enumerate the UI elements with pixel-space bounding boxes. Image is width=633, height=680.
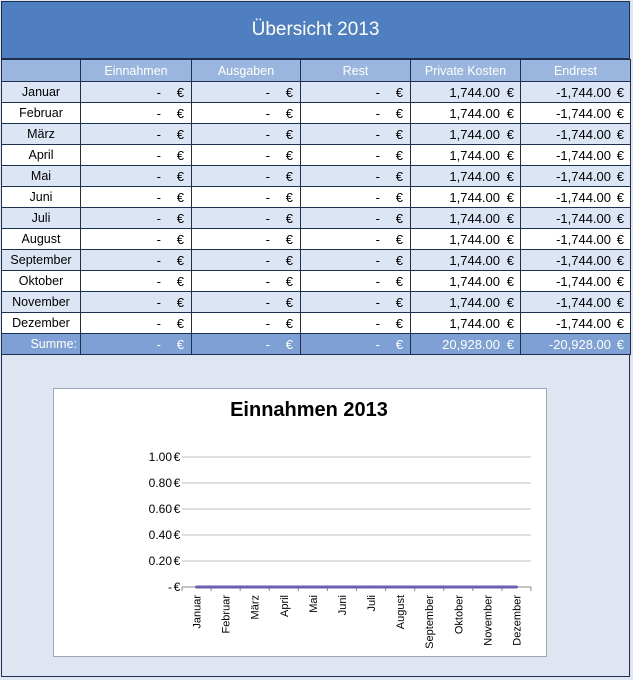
endrest-cell[interactable] [521, 166, 631, 187]
ausgaben-cell[interactable] [192, 145, 301, 166]
x-tick-label: September [424, 595, 437, 649]
endrest-cell[interactable] [521, 82, 631, 103]
einnahmen-value: - [156, 232, 161, 247]
data-point [486, 586, 489, 589]
einnahmen-value: - [156, 169, 161, 184]
data-point [224, 586, 227, 589]
private-kosten-value: 1,744.00 [449, 106, 500, 121]
currency-symbol: € [616, 274, 624, 289]
currency-symbol: € [285, 148, 293, 163]
einnahmen-value: - [156, 148, 161, 163]
y-tick-label: 0.20 [148, 554, 172, 568]
currency-symbol: € [395, 127, 403, 142]
currency-symbol: € [506, 253, 514, 268]
endrest-cell[interactable] [521, 187, 631, 208]
ausgaben-cell[interactable] [192, 313, 301, 334]
ausgaben-cell[interactable] [192, 82, 301, 103]
x-tick-label: Juli [366, 595, 379, 612]
private-kosten-value: 1,744.00 [449, 232, 500, 247]
currency-symbol: € [176, 127, 184, 142]
x-tick-label: Januar [191, 595, 204, 629]
private-kosten-cell[interactable] [411, 292, 521, 313]
endrest-cell[interactable] [521, 229, 631, 250]
data-point [457, 586, 460, 589]
income-chart[interactable] [53, 388, 547, 657]
rest-value: - [375, 253, 380, 268]
ausgaben-value: - [265, 295, 270, 310]
header-row [2, 60, 631, 82]
ausgaben-value: - [265, 190, 270, 205]
einnahmen-cell[interactable] [81, 166, 192, 187]
currency-symbol: € [285, 211, 293, 226]
chart-title: Einnahmen 2013 [230, 399, 388, 421]
endrest-value: -1,744.00 [556, 106, 611, 121]
private-kosten-cell[interactable] [411, 229, 521, 250]
overview-table [1, 59, 631, 355]
ausgaben-value: - [265, 148, 270, 163]
ausgaben-cell[interactable] [192, 292, 301, 313]
currency-symbol: € [506, 337, 514, 352]
endrest-value: -1,744.00 [556, 127, 611, 142]
table-row [2, 187, 631, 208]
month-cell[interactable]: Februar [2, 103, 81, 124]
private-kosten-cell[interactable] [411, 124, 521, 145]
x-tick-label: Juni [336, 595, 349, 616]
currency-symbol: € [506, 148, 514, 163]
private-kosten-cell[interactable] [411, 250, 521, 271]
rest-value: - [375, 316, 380, 331]
endrest-value: -1,744.00 [556, 85, 611, 100]
einnahmen-cell[interactable] [81, 82, 192, 103]
total-ausgaben: - [265, 337, 270, 352]
currency-symbol: € [395, 274, 403, 289]
private-kosten-cell[interactable] [411, 313, 521, 334]
private-kosten-cell[interactable] [411, 166, 521, 187]
einnahmen-value: - [156, 85, 161, 100]
currency-symbol: € [616, 316, 624, 331]
currency-symbol: € [395, 295, 403, 310]
rest-value: - [375, 190, 380, 205]
currency-symbol: € [616, 295, 624, 310]
ausgaben-value: - [265, 232, 270, 247]
month-cell[interactable]: Januar [2, 82, 81, 103]
currency-symbol: € [395, 253, 403, 268]
private-kosten-cell[interactable] [411, 145, 521, 166]
currency-symbol: € [176, 253, 184, 268]
data-point [282, 586, 285, 589]
y-tick-unit: € [173, 554, 181, 568]
endrest-value: -1,744.00 [556, 274, 611, 289]
data-point [311, 586, 314, 589]
ausgaben-cell[interactable] [192, 229, 301, 250]
einnahmen-cell[interactable] [81, 103, 192, 124]
y-tick-label: 0.40 [148, 528, 172, 542]
rest-cell[interactable] [301, 166, 411, 187]
endrest-cell[interactable] [521, 313, 631, 334]
rest-value: - [375, 127, 380, 142]
rest-value: - [375, 295, 380, 310]
currency-symbol: € [616, 232, 624, 247]
month-cell[interactable]: Dezember [2, 313, 81, 334]
total-private: 20,928.00 [442, 337, 500, 352]
currency-symbol: € [616, 148, 624, 163]
einnahmen-cell[interactable] [81, 145, 192, 166]
rest-cell[interactable] [301, 250, 411, 271]
einnahmen-cell[interactable] [81, 229, 192, 250]
currency-symbol: € [395, 106, 403, 121]
month-cell[interactable]: November [2, 292, 81, 313]
total-label[interactable]: Summe: [2, 334, 81, 355]
rest-cell[interactable] [301, 124, 411, 145]
currency-symbol: € [395, 169, 403, 184]
ausgaben-value: - [265, 169, 270, 184]
table-row [2, 166, 631, 187]
table-row [2, 145, 631, 166]
total-rest-cell[interactable] [301, 334, 411, 355]
rest-value: - [375, 85, 380, 100]
private-kosten-cell[interactable] [411, 187, 521, 208]
rest-cell[interactable] [301, 82, 411, 103]
ausgaben-cell[interactable] [192, 124, 301, 145]
currency-symbol: € [285, 295, 293, 310]
private-kosten-value: 1,744.00 [449, 148, 500, 163]
currency-symbol: € [285, 337, 293, 352]
currency-symbol: € [176, 169, 184, 184]
endrest-cell[interactable] [521, 103, 631, 124]
y-tick-unit: € [173, 528, 181, 542]
private-kosten-cell[interactable] [411, 103, 521, 124]
rest-value: - [375, 274, 380, 289]
endrest-cell[interactable] [521, 124, 631, 145]
einnahmen-value: - [156, 316, 161, 331]
data-point [253, 586, 256, 589]
currency-symbol: € [616, 211, 624, 226]
y-tick-label: 0.60 [148, 502, 172, 516]
private-kosten-value: 1,744.00 [449, 190, 500, 205]
y-tick-unit: € [173, 502, 181, 516]
currency-symbol: € [506, 127, 514, 142]
currency-symbol: € [176, 190, 184, 205]
total-private-cell[interactable] [411, 334, 521, 355]
rest-cell[interactable] [301, 271, 411, 292]
private-kosten-value: 1,744.00 [449, 127, 500, 142]
einnahmen-value: - [156, 274, 161, 289]
endrest-value: -1,744.00 [556, 232, 611, 247]
x-tick-label: Oktober [453, 595, 466, 635]
currency-symbol: € [616, 337, 624, 352]
private-kosten-cell[interactable] [411, 271, 521, 292]
currency-symbol: € [506, 85, 514, 100]
currency-symbol: € [176, 337, 184, 352]
data-point [515, 586, 518, 589]
x-tick-label: März [249, 595, 262, 620]
currency-symbol: € [285, 316, 293, 331]
currency-symbol: € [616, 190, 624, 205]
private-kosten-value: 1,744.00 [449, 169, 500, 184]
x-tick-label: April [278, 595, 291, 618]
einnahmen-cell[interactable] [81, 124, 192, 145]
currency-symbol: € [176, 295, 184, 310]
month-cell[interactable]: Juli [2, 208, 81, 229]
x-tick-label: Februar [220, 595, 233, 634]
currency-symbol: € [176, 316, 184, 331]
ausgaben-value: - [265, 127, 270, 142]
month-cell[interactable]: Oktober [2, 271, 81, 292]
currency-symbol: € [285, 127, 293, 142]
chart-canvas [54, 389, 548, 658]
endrest-cell[interactable] [521, 271, 631, 292]
y-tick-label: 0.80 [148, 476, 172, 490]
table-row [2, 82, 631, 103]
rest-cell[interactable] [301, 292, 411, 313]
currency-symbol: € [506, 106, 514, 121]
einnahmen-cell[interactable] [81, 250, 192, 271]
ausgaben-cell[interactable] [192, 103, 301, 124]
y-tick-unit: € [173, 580, 181, 594]
currency-symbol: € [395, 232, 403, 247]
rest-cell[interactable] [301, 145, 411, 166]
private-kosten-cell[interactable] [411, 208, 521, 229]
x-tick-label: August [395, 595, 408, 630]
table-row [2, 250, 631, 271]
data-point [428, 586, 431, 589]
private-kosten-value: 1,744.00 [449, 316, 500, 331]
endrest-value: -1,744.00 [556, 211, 611, 226]
currency-symbol: € [395, 211, 403, 226]
ausgaben-value: - [265, 106, 270, 121]
einnahmen-value: - [156, 253, 161, 268]
currency-symbol: € [285, 85, 293, 100]
table-row [2, 229, 631, 250]
total-ausgaben-cell[interactable] [192, 334, 301, 355]
endrest-cell[interactable] [521, 145, 631, 166]
y-tick-unit: € [173, 476, 181, 490]
currency-symbol: € [506, 295, 514, 310]
private-kosten-value: 1,744.00 [449, 274, 500, 289]
currency-symbol: € [176, 274, 184, 289]
total-rest: - [375, 337, 380, 352]
data-point [195, 586, 198, 589]
x-tick-label: November [482, 595, 495, 646]
currency-symbol: € [285, 169, 293, 184]
total-einnahmen: - [156, 337, 161, 352]
total-einnahmen-cell[interactable] [81, 334, 192, 355]
month-cell[interactable]: Mai [2, 166, 81, 187]
currency-symbol: € [506, 232, 514, 247]
private-kosten-cell[interactable] [411, 82, 521, 103]
einnahmen-cell[interactable] [81, 271, 192, 292]
rest-cell[interactable] [301, 229, 411, 250]
y-tick-unit: € [173, 450, 181, 464]
rest-value: - [375, 232, 380, 247]
einnahmen-cell[interactable] [81, 313, 192, 334]
ausgaben-value: - [265, 211, 270, 226]
private-kosten-value: 1,744.00 [449, 295, 500, 310]
ausgaben-cell[interactable] [192, 166, 301, 187]
currency-symbol: € [285, 274, 293, 289]
total-endrest: -20,928.00 [548, 337, 611, 352]
endrest-value: -1,744.00 [556, 253, 611, 268]
rest-cell[interactable] [301, 313, 411, 334]
currency-symbol: € [616, 169, 624, 184]
einnahmen-value: - [156, 127, 161, 142]
currency-symbol: € [285, 190, 293, 205]
ausgaben-cell[interactable] [192, 271, 301, 292]
endrest-value: -1,744.00 [556, 190, 611, 205]
currency-symbol: € [176, 211, 184, 226]
currency-symbol: € [285, 253, 293, 268]
ausgaben-value: - [265, 85, 270, 100]
rest-value: - [375, 211, 380, 226]
rest-cell[interactable] [301, 208, 411, 229]
table-row [2, 271, 631, 292]
table-row [2, 313, 631, 334]
currency-symbol: € [395, 337, 403, 352]
rest-value: - [375, 106, 380, 121]
ausgaben-cell[interactable] [192, 208, 301, 229]
x-tick-label: Mai [307, 595, 320, 613]
endrest-value: -1,744.00 [556, 169, 611, 184]
currency-symbol: € [176, 85, 184, 100]
endrest-value: -1,744.00 [556, 295, 611, 310]
total-row [2, 334, 631, 355]
rest-cell[interactable] [301, 187, 411, 208]
einnahmen-value: - [156, 106, 161, 121]
table-row [2, 208, 631, 229]
header-private-kosten[interactable]: Private Kosten [411, 60, 521, 82]
month-cell[interactable]: August [2, 229, 81, 250]
ausgaben-value: - [265, 316, 270, 331]
einnahmen-cell[interactable] [81, 292, 192, 313]
month-cell[interactable]: Juni [2, 187, 81, 208]
rest-cell[interactable] [301, 103, 411, 124]
currency-symbol: € [395, 190, 403, 205]
currency-symbol: € [506, 190, 514, 205]
currency-symbol: € [395, 316, 403, 331]
currency-symbol: € [506, 274, 514, 289]
ausgaben-cell[interactable] [192, 187, 301, 208]
month-cell[interactable]: März [2, 124, 81, 145]
rest-value: - [375, 169, 380, 184]
header-corner[interactable] [2, 60, 81, 82]
y-tick-label: - [168, 580, 172, 594]
einnahmen-value: - [156, 190, 161, 205]
currency-symbol: € [616, 106, 624, 121]
einnahmen-value: - [156, 295, 161, 310]
endrest-cell[interactable] [521, 250, 631, 271]
currency-symbol: € [616, 85, 624, 100]
currency-symbol: € [506, 211, 514, 226]
x-tick-label: Dezember [511, 595, 524, 646]
data-point [370, 586, 373, 589]
header-ausgaben[interactable]: Ausgaben [192, 60, 301, 82]
endrest-cell[interactable] [521, 208, 631, 229]
currency-symbol: € [506, 169, 514, 184]
rest-value: - [375, 148, 380, 163]
y-tick-label: 1.00 [148, 450, 172, 464]
ausgaben-value: - [265, 253, 270, 268]
ausgaben-value: - [265, 274, 270, 289]
header-rest[interactable]: Rest [301, 60, 411, 82]
currency-symbol: € [506, 316, 514, 331]
header-einnahmen[interactable]: Einnahmen [81, 60, 192, 82]
sheet-title: Übersicht 2013 [1, 1, 630, 59]
currency-symbol: € [395, 85, 403, 100]
header-endrest[interactable]: Endrest [521, 60, 631, 82]
currency-symbol: € [616, 253, 624, 268]
month-cell[interactable]: September [2, 250, 81, 271]
currency-symbol: € [616, 127, 624, 142]
currency-symbol: € [395, 148, 403, 163]
endrest-value: -1,744.00 [556, 148, 611, 163]
data-point [340, 586, 343, 589]
private-kosten-value: 1,744.00 [449, 85, 500, 100]
table-row [2, 292, 631, 313]
month-cell[interactable]: April [2, 145, 81, 166]
einnahmen-cell[interactable] [81, 208, 192, 229]
data-point [399, 586, 402, 589]
currency-symbol: € [176, 232, 184, 247]
einnahmen-cell[interactable] [81, 187, 192, 208]
endrest-cell[interactable] [521, 292, 631, 313]
endrest-value: -1,744.00 [556, 316, 611, 331]
currency-symbol: € [176, 106, 184, 121]
private-kosten-value: 1,744.00 [449, 253, 500, 268]
currency-symbol: € [285, 232, 293, 247]
total-endrest-cell[interactable] [521, 334, 631, 355]
currency-symbol: € [285, 106, 293, 121]
table-row [2, 103, 631, 124]
private-kosten-value: 1,744.00 [449, 211, 500, 226]
table-row [2, 124, 631, 145]
currency-symbol: € [176, 148, 184, 163]
ausgaben-cell[interactable] [192, 250, 301, 271]
einnahmen-value: - [156, 211, 161, 226]
